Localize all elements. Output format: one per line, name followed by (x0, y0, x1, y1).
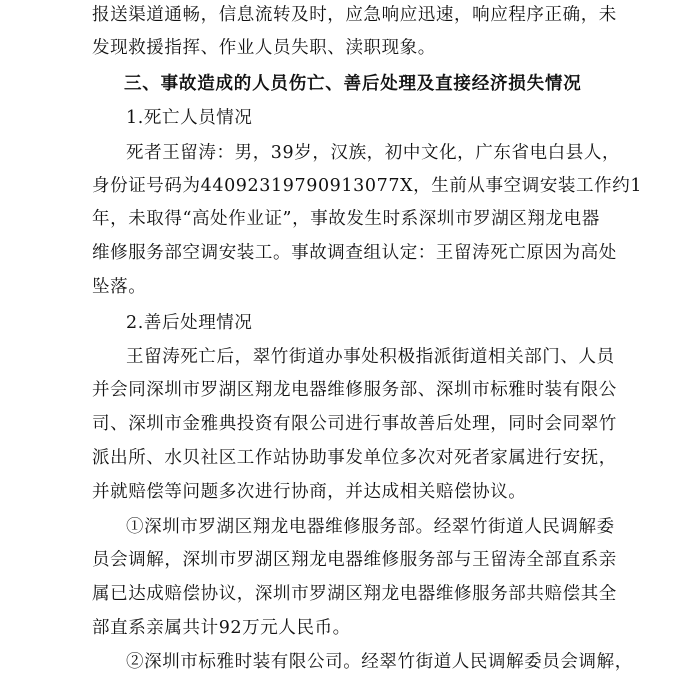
text-line: 发现救援指挥、作业人员失职、渎职现象。 (92, 38, 436, 58)
text-line: 员会调解，深圳市罗湖区翔龙电器维修服务部与王留涛全部直系亲 (92, 550, 617, 570)
text-line: 坠落。 (92, 277, 147, 297)
text-line: 司、深圳市金雅典投资有限公司进行事故善后处理，同时会同翠竹 (92, 414, 617, 434)
text-line: 维修服务部空调安装工。事故调查组认定：王留涛死亡原因为高处 (92, 243, 617, 263)
section-heading: 三、事故造成的人员伤亡、善后处理及直接经济损失情况 (124, 74, 582, 94)
text-line: 身份证号码为440923197909130​77X，生前从事空调安装工作约1 (92, 176, 643, 196)
subsection-heading: 1.死亡人员情况 (126, 108, 253, 128)
text-line: 王留涛死亡后，翠竹街道办事处积极指派街道相关部门、人员 (126, 347, 615, 367)
text-line: 报送渠道通畅，信息流转及时，应急响应迅速，响应程序正确，未 (92, 5, 617, 25)
text-line: 派出所、水贝社区工作站协助事发单位多次对死者家属进行安抚， (92, 448, 617, 468)
text-line: 死者王留涛：男，39岁，汉族，初中文化，广东省电白县人， (126, 143, 621, 163)
text-line: 年，未取得“高处作业证”，事故发生时系深圳市罗湖区翔龙电器 (92, 209, 600, 229)
text-line: ①深圳市罗湖区翔龙电器维修服务部。经翠竹街道人民调解委 (126, 517, 615, 537)
text-line: 并会同深圳市罗湖区翔龙电器维修服务部、深圳市标雅时装有限公 (92, 380, 617, 400)
text-line: ②深圳市标雅时装有限公司。经翠竹街道人民调解委员会调解， (126, 652, 633, 672)
text-line: 部直系亲属共计92万元人民币。 (92, 618, 351, 638)
text-line: 属已达成赔偿协议，深圳市罗湖区翔龙电器维修服务部共赔偿其全 (92, 584, 617, 604)
subsection-heading: 2.善后处理情况 (126, 313, 253, 333)
text-line: 并就赔偿等问题多次进行协商，并达成相关赔偿协议。 (92, 482, 527, 502)
